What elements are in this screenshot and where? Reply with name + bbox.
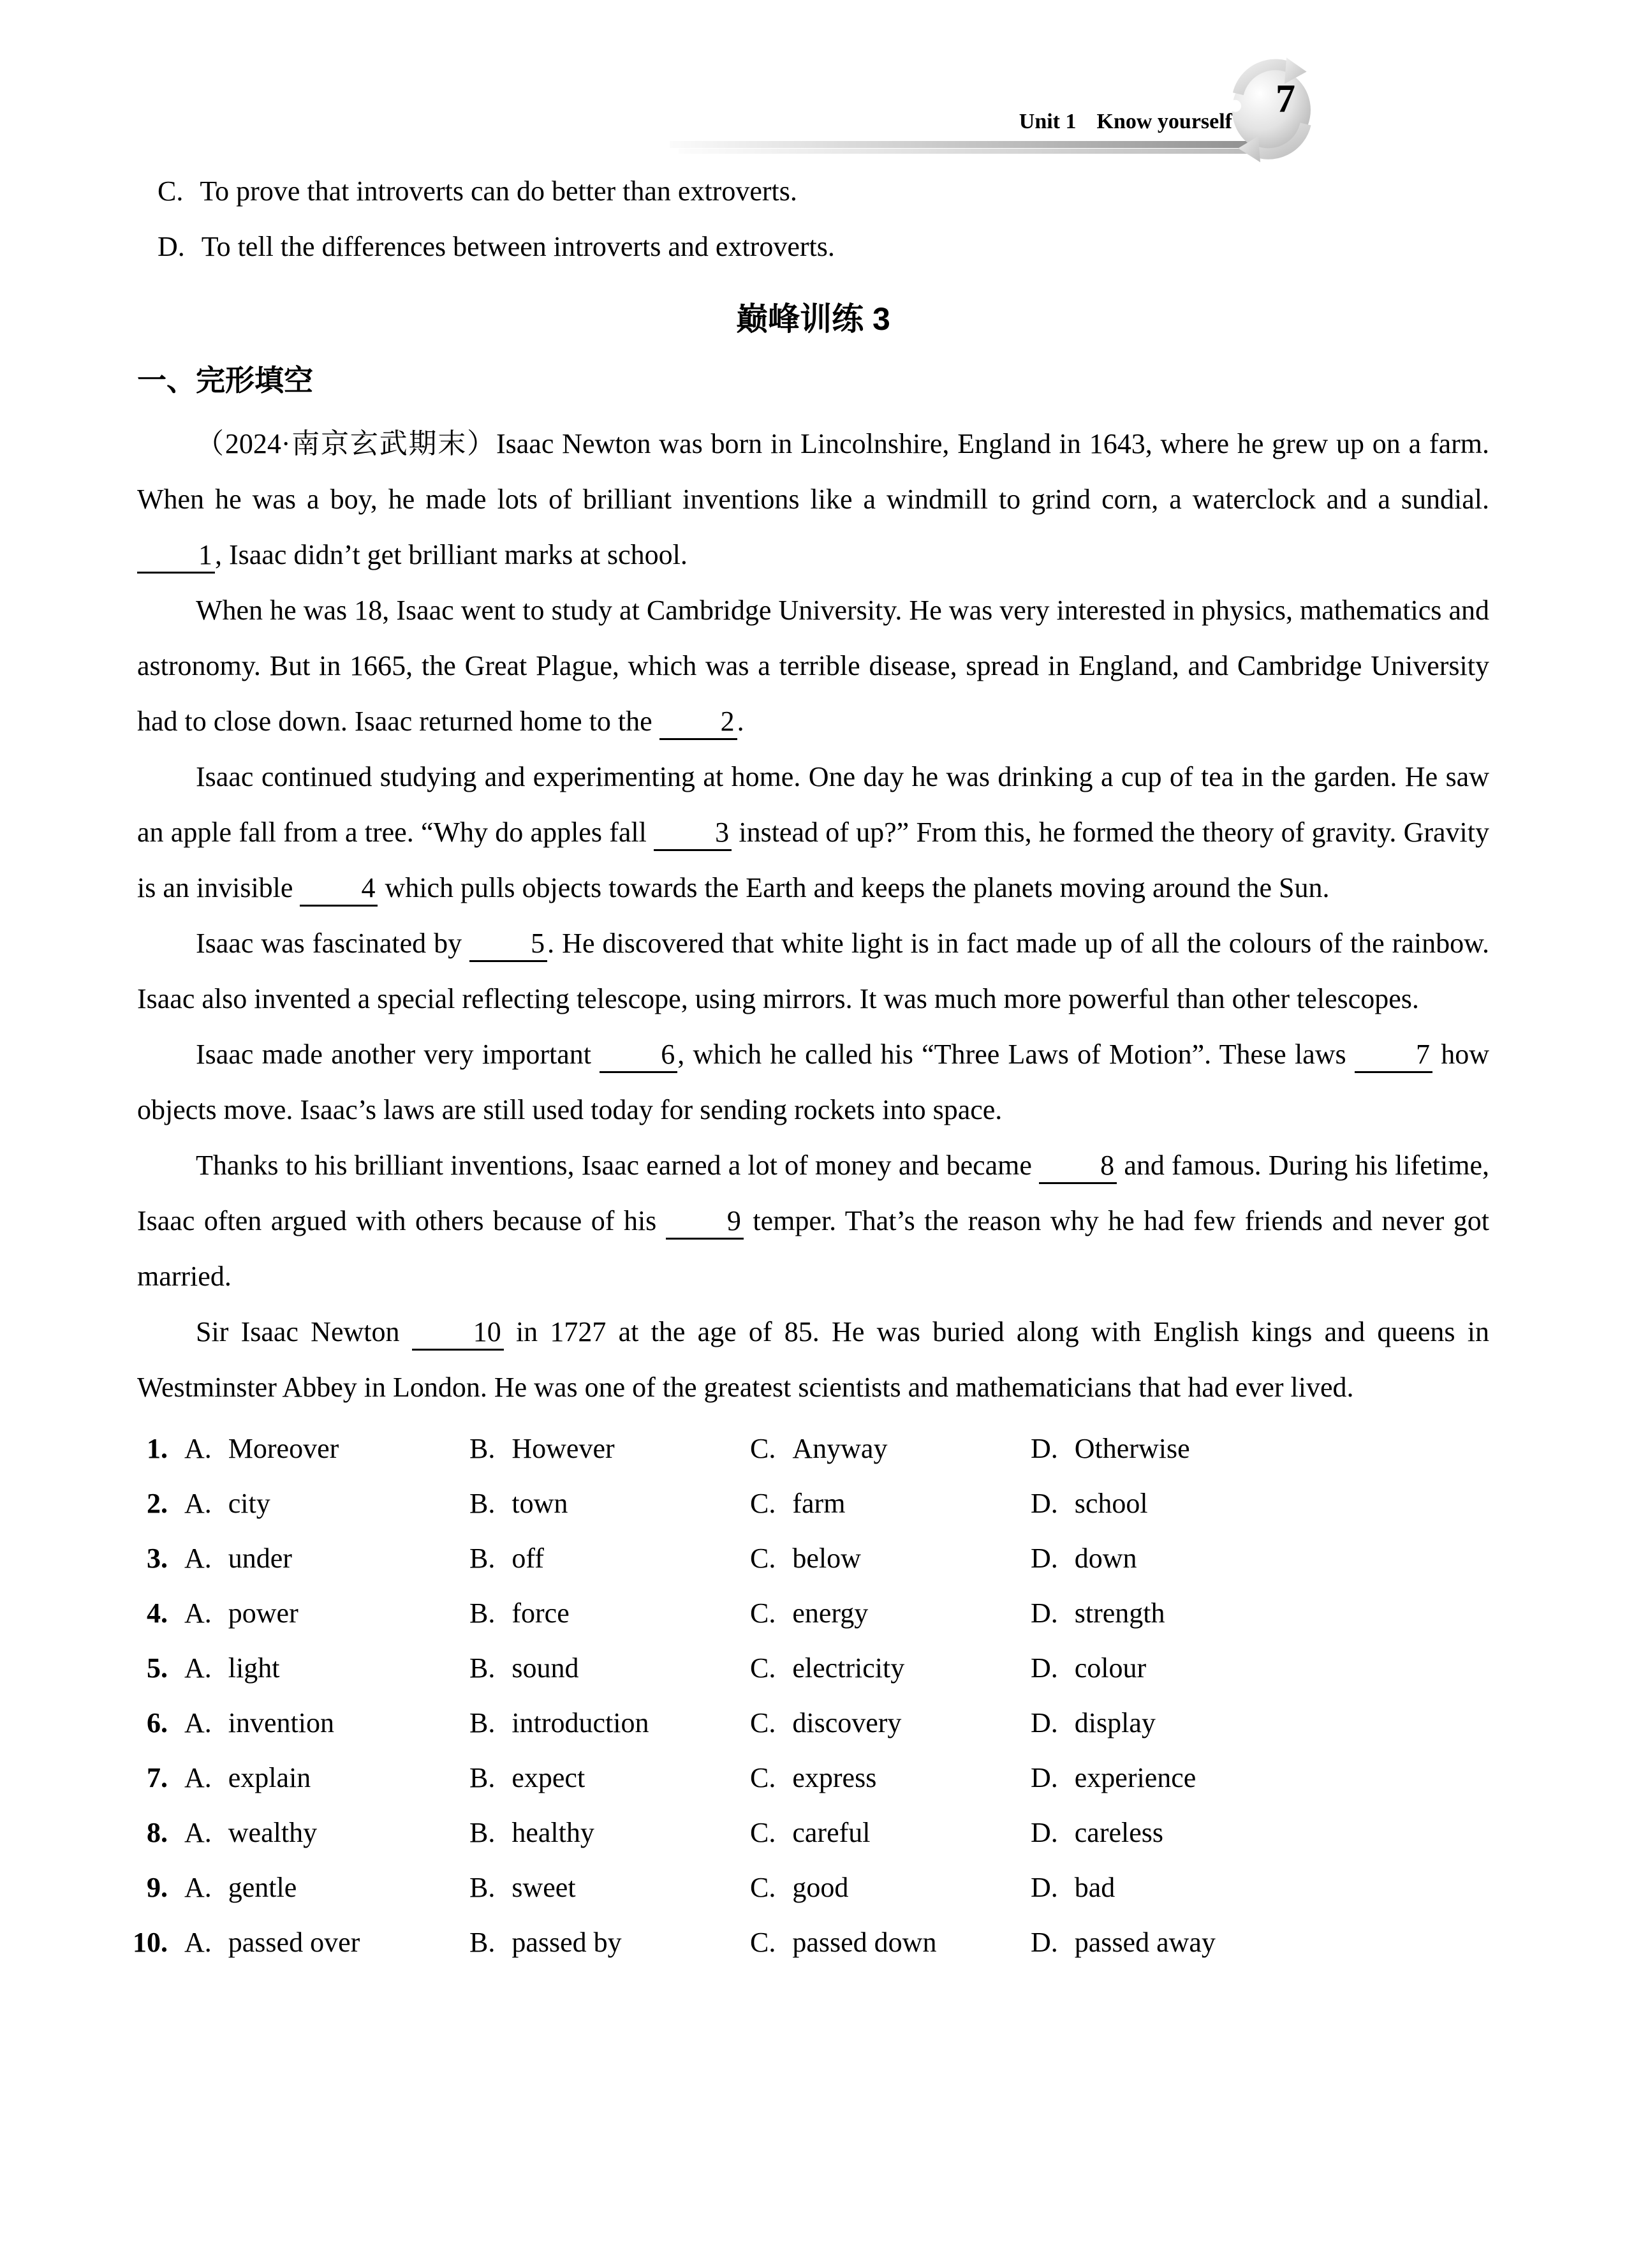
option-text: energy [792,1597,869,1629]
page-content [133,163,1490,1970]
option-10A [184,1915,469,1970]
option-1D [1031,1421,1190,1476]
option-letter: D. [158,231,185,262]
option-letter: D. [1031,1707,1058,1738]
option-letter: B. [469,1872,496,1903]
option-letter: D. [1031,1488,1058,1519]
passage-paragraph: Isaac was fascinated by 5. He discovered that white light is in fact made up of all the colours of the rainbow. Isaac also invented a special reflecting telescope, using mirrors. It was much more powerful than other telescopes. [137,928,1490,1014]
option-row-2 [129,1476,1489,1531]
option-letter: D. [1031,1433,1058,1464]
cloze-blank-3: 3 [654,816,732,851]
passage [137,416,1489,1415]
page-number-badge [1222,54,1323,163]
option-text: colour [1074,1652,1147,1684]
option-text: power [228,1597,298,1629]
option-6C [750,1696,1031,1751]
option-text: display [1074,1707,1156,1738]
option-4C [750,1586,1031,1641]
question-number: 3. [147,1543,168,1574]
option-letter: B. [469,1707,496,1738]
option-letter: A. [184,1543,212,1574]
question-number: 4. [147,1597,168,1629]
option-text: discovery [792,1707,902,1738]
option-row-3 [129,1531,1489,1586]
option-text: sweet [512,1872,576,1903]
option-row-10 [129,1915,1489,1970]
option-letter: A. [184,1652,212,1684]
option-8D [1031,1805,1163,1860]
option-letter: B. [469,1762,496,1793]
option-letter: C. [750,1817,776,1848]
option-letter: B. [469,1927,496,1958]
question-number: 8. [147,1817,168,1848]
option-letter: C. [750,1762,776,1793]
header-rule [670,141,1281,148]
option-7D [1031,1751,1196,1805]
option-text: Otherwise [1074,1433,1190,1464]
option-letter: B. [469,1597,496,1629]
option-5A [184,1641,469,1696]
option-3D [1031,1531,1137,1586]
option-text: city [228,1488,270,1519]
question-number: 7. [147,1762,168,1793]
option-text: wealthy [228,1817,318,1848]
cloze-blank-4: 4 [300,871,378,907]
option-text: strength [1074,1597,1165,1629]
passage-paragraph: Isaac continued studying and experimenting at home. One day he was drinking a cup of tea in the garden. He saw an apple fall from a tree. “Why do apples fall 3 instead of up?” From this, he formed the theory of gravity. Gravity is an invisible 4 which pulls objects towards the Earth and keeps the planets moving around the Sun. [137,749,1489,915]
option-3C [750,1531,1031,1586]
option-letter: C. [158,175,184,207]
option-8C [750,1805,1031,1860]
option-letter: A. [184,1817,212,1848]
option-text: school [1074,1488,1148,1519]
option-letter: B. [469,1543,496,1574]
option-5D [1031,1641,1146,1696]
option-text: explain [228,1762,311,1793]
option-text: experience [1074,1762,1196,1793]
unit-label: Unit 1 [1019,110,1077,133]
option-line-c [137,163,1489,219]
option-letter: A. [184,1762,212,1793]
option-text: town [512,1488,568,1519]
option-8A [184,1805,469,1860]
question-number: 1. [147,1433,168,1464]
cloze-blank-7: 7 [1355,1038,1432,1073]
question-number: 10. [133,1927,168,1958]
option-text: careless [1074,1817,1164,1848]
option-letter: C. [750,1707,776,1738]
option-row-4 [129,1586,1489,1641]
option-letter: C. [750,1543,776,1574]
option-row-5 [129,1641,1489,1696]
section-title: 巅峰训练 3 [736,301,890,337]
passage-paragraph: When he was 18, Isaac went to study at Cambridge University. He was very interested in physics, mathematics and astronomy. But in 1665, the Great Plague, which was a terrible disease, spread in England, and Cambridge University had to close down. Isaac returned home to the 2. [137,582,1489,749]
option-row-1 [129,1421,1489,1476]
option-2B [469,1476,750,1531]
option-7B [469,1751,750,1805]
option-9C [750,1860,1031,1915]
option-text: healthy [512,1817,594,1848]
option-text: expect [512,1762,585,1793]
previous-question-options [137,163,1489,274]
option-1B [469,1421,750,1476]
swirl-arrows-icon [1222,54,1323,163]
option-letter: C. [750,1433,776,1464]
option-text: invention [228,1707,334,1738]
question-number: 2. [147,1488,168,1519]
option-7C [750,1751,1031,1805]
question-number: 9. [147,1872,168,1903]
option-letter: A. [184,1707,212,1738]
option-text: sound [512,1652,579,1684]
option-text: introduction [512,1707,649,1738]
option-3B [469,1531,750,1586]
option-1C [750,1421,1031,1476]
option-text: electricity [792,1652,905,1684]
option-letter: C. [750,1927,776,1958]
option-8B [469,1805,750,1860]
option-text: down [1074,1543,1137,1574]
option-10C [750,1915,1031,1970]
option-letter: D. [1031,1817,1058,1848]
option-letter: D. [1031,1597,1058,1629]
cloze-blank-5: 5 [469,927,547,962]
option-7A [184,1751,469,1805]
option-letter: B. [469,1488,496,1519]
option-3A [184,1531,469,1586]
option-text: force [512,1597,570,1629]
question-number: 6. [147,1707,168,1738]
option-letter: A. [184,1597,212,1629]
option-text: express [792,1762,877,1793]
cloze-blank-9: 9 [666,1204,744,1240]
option-letter: D. [1031,1872,1058,1903]
option-9B [469,1860,750,1915]
option-letter: B. [469,1817,496,1848]
cloze-blank-2: 2 [659,705,737,740]
passage-paragraph: （2024·南京玄武期末）Isaac Newton was born in Lincolnshire, England in 1643, where he grew up on a farm. When he was a boy, he made lots of brilliant inventions like a windmill to grind corn, a waterclock and a sundial. 1, Isaac didn’t get brilliant marks at school. [137,416,1489,582]
option-9D [1031,1860,1115,1915]
cloze-blank-8: 8 [1039,1149,1117,1184]
option-9A [184,1860,469,1915]
option-4B [469,1586,750,1641]
passage-paragraph: Isaac made another very important 6, which he called his “Three Laws of Motion”. These laws 7 how objects move. Isaac’s laws are still used today for sending rockets into space. [137,1039,1489,1125]
passage-paragraph: Sir Isaac Newton 10 in 1727 at the age of 85. He was buried along with English kings and queens in Westminster Abbey in London. He was one of the greatest scientists and mathematicians that had ever lived. [137,1316,1489,1403]
option-letter: D. [1031,1927,1058,1958]
option-row-6 [129,1696,1489,1751]
option-text: passed down [792,1927,937,1958]
option-4D [1031,1586,1165,1641]
option-letter: A. [184,1488,212,1519]
option-text: good [792,1872,849,1903]
page-number: 7 [1276,77,1295,121]
option-6A [184,1696,469,1751]
option-text: light [228,1652,280,1684]
option-text: To prove that introverts can do better than extroverts. [200,175,797,207]
option-row-9 [129,1860,1489,1915]
option-row-7 [129,1751,1489,1805]
option-row-8 [129,1805,1489,1860]
option-letter: C. [750,1872,776,1903]
option-text: under [228,1543,292,1574]
option-2A [184,1476,469,1531]
option-letter: A. [184,1927,212,1958]
option-text: careful [792,1817,871,1848]
option-letter: D. [1031,1652,1058,1684]
option-text: farm [792,1488,846,1519]
cloze-blank-1: 1 [137,538,215,574]
option-6D [1031,1696,1156,1751]
option-line-d [137,219,1489,274]
option-text: passed away [1074,1927,1216,1958]
option-text: However [512,1433,615,1464]
passage-paragraph: Thanks to his brilliant inventions, Isaac earned a lot of money and became 8 and famous. During his lifetime, Isaac often argued with others because of his 9 temper. That’s the reason why he had few friends and never got married. [137,1150,1489,1292]
option-letter: B. [469,1652,496,1684]
option-text: Moreover [228,1433,339,1464]
option-text: bad [1074,1872,1115,1903]
option-2D [1031,1476,1148,1531]
option-text: passed over [228,1927,360,1958]
options-grid [129,1421,1489,1970]
option-text: below [792,1543,861,1574]
option-2C [750,1476,1031,1531]
unit-title: Know yourself [1096,110,1232,133]
option-letter: C. [750,1652,776,1684]
option-5C [750,1641,1031,1696]
option-text: To tell the differences between introverts and extroverts. [201,231,835,262]
option-letter: A. [184,1872,212,1903]
option-letter: C. [750,1597,776,1629]
option-6B [469,1696,750,1751]
question-number: 5. [147,1652,168,1684]
header-rule-shadow [679,149,1285,154]
option-text: off [512,1543,544,1574]
option-text: passed by [512,1927,622,1958]
unit-header [1019,110,1232,134]
cloze-blank-10: 10 [412,1316,504,1351]
cloze-blank-6: 6 [600,1038,677,1073]
option-10D [1031,1915,1216,1970]
option-1A [184,1421,469,1476]
part-heading: 一、完形填空 [137,364,313,397]
option-letter: C. [750,1488,776,1519]
option-text: gentle [228,1872,297,1903]
option-letter: B. [469,1433,496,1464]
option-10B [469,1915,750,1970]
option-letter: A. [184,1433,212,1464]
option-letter: D. [1031,1543,1058,1574]
option-letter: D. [1031,1762,1058,1793]
option-text: Anyway [792,1433,888,1464]
option-4A [184,1586,469,1641]
option-5B [469,1641,750,1696]
